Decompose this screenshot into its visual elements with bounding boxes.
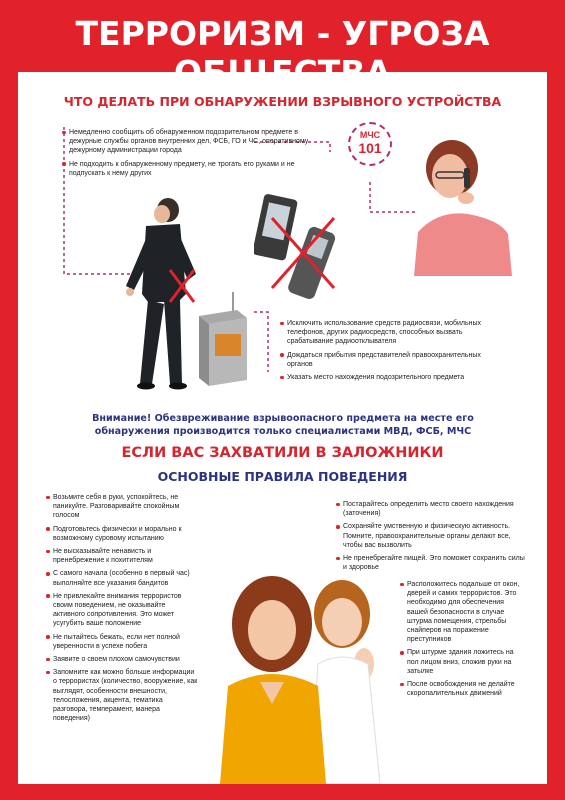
mchs-badge [348,122,392,166]
list-item: Дождаться прибытия представителей правоохранительных органов [280,351,506,369]
list-item: Постарайтесь определить место своего нахождения (заточения) [336,500,526,518]
mchs-number: 101 [358,140,382,156]
list-item: Указать место нахождения подозрительного предмета [280,373,506,382]
warning-note: Внимание! Обезвреживание взрывоопасного предмета на месте его обнаружения производится только специалистами МВД, ФСБ, МЧС [92,413,474,437]
list-item: Подготовьтесь физически и морально к возможному суровому испытанию [46,525,198,543]
section2-subheading: ОСНОВНЫЕ ПРАВИЛА ПОВЕДЕНИЯ [157,469,408,484]
list-item: Возьмите себя в руки, успокойтесь, не паникуйте. Разговаривайте спокойным голосом [46,493,198,521]
list-item: Запомните как можно больше информации о террористах (количество, вооружение, как выглядят, особенности внешности, телосложения, акцента, тематика разговора, темперамент, манера поведения) [46,668,198,723]
section2-bullets-right-bottom [400,580,522,702]
poster-sheet [18,72,547,784]
list-item: Не пытайтесь бежать, если нет полной уверенности в успехе побега [46,633,198,651]
list-item: Не пренебрегайте пищей. Это поможет сохранить силы и здоровье [336,554,526,572]
list-item: При штурме здания ложитесь на пол лицом вниз, сложив руки на затылке [400,648,522,676]
list-item: Немедленно сообщить об обнаруженном подозрительном предмете в дежурные службы органов внутренних дел, ФСБ, ГО и ЧС, оперативному дежурному администрации города [62,128,324,156]
mchs-label: МЧС [359,130,381,140]
list-item: Расположитесь подальше от окон, дверей и самих террористов. Это необходимо для обеспечения вашей безопасности в случае штурма помещения, стрельбы снайперов на поражение преступников [400,580,522,644]
poster-title: ТЕРРОРИЗМ - УГРОЗА [75,14,490,53]
section2-heading: ЕСЛИ ВАС ЗАХВАТИЛИ В ЗАЛОЖНИКИ [121,445,444,461]
phones-crossed-illustration [254,192,350,308]
suspicious-box-illustration [193,292,249,390]
list-item: Не подходить к обнаруженному предмету, не трогать его руками и не подпускать к нему других [62,160,324,178]
section1-bullets-left [62,128,324,182]
list-item: После освобождения не делайте скоропалительных движений [400,680,522,698]
list-item: Не высказывайте ненависть и пренебрежение к похитителям [46,547,198,565]
list-item: С самого начала (особенно в первый час) выполняйте все указания бандитов [46,569,198,587]
hostage-women-illustration [214,554,390,784]
woman-phone-illustration [408,134,514,276]
section2-bullets-left [46,493,198,727]
list-item: Заявите о своем плохом самочувствии [46,655,198,664]
list-item: Сохраняйте умственную и физическую активность. Помните, правоохранительные органы делают все, чтобы вас вызволить [336,522,526,550]
list-item: Не привлекайте внимания террористов своим поведением, не оказывайте активного сопротивления. Это может усугубить ваше положение [46,592,198,629]
section1-bullets-right [280,319,506,386]
list-item: Исключить использование средств радиосвязи, мобильных телефонов, других радиосредств, способных вызвать срабатывание радиоотклывателя [280,319,506,347]
section1-heading: ЧТО ДЕЛАТЬ ПРИ ОБНАРУЖЕНИИ ВЗРЫВНОГО УСТРОЙСТВА [63,94,502,109]
